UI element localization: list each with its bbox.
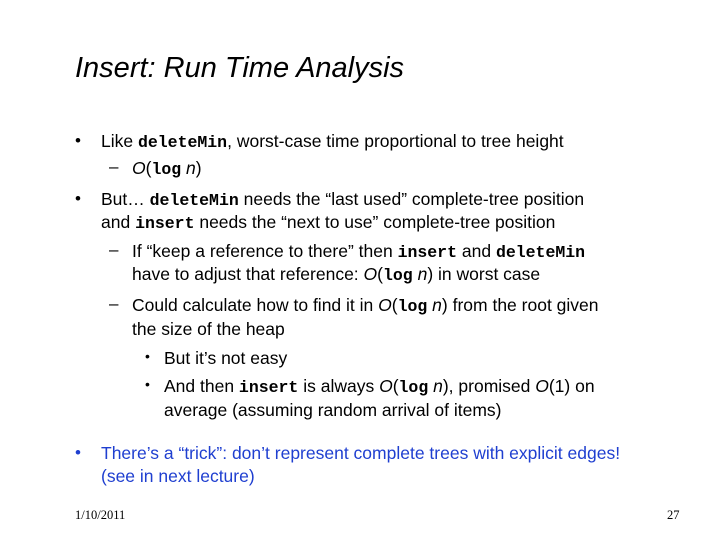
bullet-3-line-2 xyxy=(101,465,255,487)
code: deleteMin xyxy=(149,191,239,210)
text: ( xyxy=(391,295,398,315)
bullet-2-sub-1-line-1 xyxy=(132,240,585,264)
bullet-1-sub-1 xyxy=(132,157,202,181)
text: Could calculate how to find it in xyxy=(132,295,379,315)
bullet-small: • xyxy=(145,376,150,392)
text: ( xyxy=(377,264,383,284)
bullet-dot: • xyxy=(75,189,81,208)
text: Like xyxy=(101,131,138,151)
text: And then xyxy=(164,376,239,396)
code: log xyxy=(151,160,182,179)
text: is always xyxy=(298,376,380,396)
text: n xyxy=(428,376,443,396)
bullet-1 xyxy=(101,130,564,154)
bullet-dot: • xyxy=(75,443,81,462)
dash-marker: – xyxy=(109,157,119,176)
text: average (assuming random arrival of items) xyxy=(164,400,502,420)
text: n xyxy=(412,264,428,284)
bullet-dot: • xyxy=(75,131,81,150)
bullet-small: • xyxy=(145,348,150,364)
code: insert xyxy=(135,214,195,233)
text: There’s a “trick”: don’t represent complete trees with explicit edges! xyxy=(101,443,621,463)
dash-marker: – xyxy=(109,240,119,259)
bullet-2-line-1 xyxy=(101,188,584,212)
footer-date: 1/10/2011 xyxy=(75,508,126,522)
text: and xyxy=(457,241,496,261)
bullet-3-line-1 xyxy=(101,442,620,464)
bullet-2-sub-1-line-2 xyxy=(132,263,540,287)
text: O xyxy=(132,158,146,178)
text: and xyxy=(101,212,136,232)
bullet-2-sub-2-item-2-line-1 xyxy=(164,375,595,399)
code: insert xyxy=(397,243,457,262)
code: deleteMin xyxy=(495,243,586,262)
text: But… xyxy=(101,189,150,209)
text: n xyxy=(427,295,442,315)
slide-title: Insert: Run Time Analysis xyxy=(75,52,405,84)
text: the size of the heap xyxy=(132,319,285,339)
text: n xyxy=(181,158,196,178)
code: log xyxy=(397,297,428,316)
text: ) xyxy=(195,158,202,178)
text: O xyxy=(379,376,393,396)
text: ( xyxy=(392,376,399,396)
bullet-2-sub-2-line-2 xyxy=(132,318,285,340)
bullet-2-sub-2-item-2-line-2 xyxy=(164,399,502,421)
text: ), promised xyxy=(442,376,536,396)
dash-marker: – xyxy=(109,294,119,313)
text: needs the “last used” complete-tree position xyxy=(238,189,585,209)
text: ) in worst case xyxy=(427,264,541,284)
text: O xyxy=(363,264,378,284)
bullet-2-line-2 xyxy=(101,211,555,235)
text: O xyxy=(535,376,549,396)
code: deleteMin xyxy=(137,133,228,152)
text: needs the “next to use” complete-tree position xyxy=(194,212,556,232)
text: (1) on xyxy=(548,376,595,396)
text: ) from the root given xyxy=(441,295,599,315)
text: have to adjust that reference: xyxy=(132,264,364,284)
code: log xyxy=(398,378,429,397)
text: , worst-case time proportional to tree height xyxy=(227,131,564,151)
bullet-2-sub-2-line-1 xyxy=(132,294,599,318)
bullet-2-sub-2-item-1 xyxy=(164,347,287,369)
text: O xyxy=(378,295,392,315)
text: ( xyxy=(145,158,152,178)
code: log xyxy=(383,266,413,285)
text: (see in next lecture) xyxy=(101,466,255,486)
text: If “keep a reference to there” then xyxy=(132,241,398,261)
code: insert xyxy=(238,378,299,397)
text: But it’s not easy xyxy=(164,348,288,368)
page-number: 27 xyxy=(667,508,680,522)
